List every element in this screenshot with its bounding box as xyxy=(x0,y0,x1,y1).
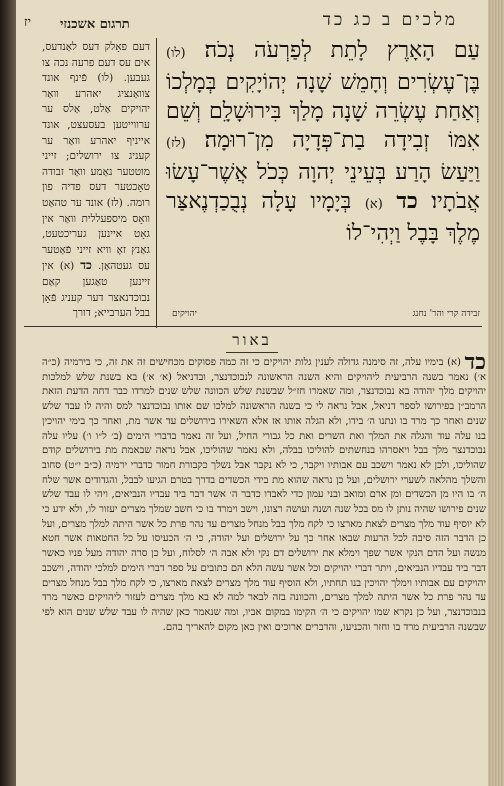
verse-37-number: (לז) xyxy=(166,136,186,151)
commentary-dropcap: כד xyxy=(464,349,486,375)
masorah-note-name: יהויקים xyxy=(172,309,197,319)
section-divider xyxy=(24,326,482,327)
chapter-24-verse-1: בְּיָמָיו עָלָה נְבֻכַדְנֶאצַּר מֶלֶךְ בָּבֶל וַיְהִי־לוֹ xyxy=(166,189,480,246)
commentary-body: (א) בימיו עלה, זה סימנה גדולה לענין גלות יהויקים כי זה כמה פסוקים מכחישים זה את זה, כי בירמיה (כ״ה א׳) נאמר בשנה הרביעית ליהויקים והיא השנה הראשונה לנבוכדנצר, ובדניאל (א׳ א׳) בא בשנת שלש למלכות יהויקים מלך יהודה בא נבוכדנצר, ומה שאמרו חז״ל שבשנת שלש הכוונה שלש שנים למרדו כבר דחה הדעת הזאת הרמב״ן בפירושו לספר דניאל, אבל נראה לי כי בשנה הראשונה למלכו שם אותו נבוכדנצר למס והיה לו עבד שלש שנים ואחר כך מרד בו ונתנו ה׳ בידו, ולא הגלה אותו אז אלא השאירו בירושלים עד אשר מת, ואחר כך בימי יהויכין בנו עלה עוד והגלה את המלך ואת השרים ואת כל גבורי החיל, ועל זה נאמר בדברי הימים (ב׳ ל״ו ו׳) עליו עלה נבוכדנצר מלך בבל ויאסרהו בנחשתים להוליכו בבלה, ולא נאמר שהוליכו, אבל נראה שבאמת מת בירושלים קודם שהוליכו, ולכן לא נאמר וישכב עם אבותיו ויקבר, כי לא נקבר אבל נשלך כקבורת חמור כדברי ירמיה (כ״ב י״ט) סחוב והשלך מהלאה לשערי ירושלים, ועל כן נראה שהוא מת בידי הכשדים בדרך בטרם הגיעו לבבל, והגדודים אשר שלח ה׳ בו היו מן הכשדים ומן ארם ומואב ובני עמון כדי לאבדו כדבר ה׳ אשר דבר ביד עבדיו הנביאים, ויהי לו עבד שלש שנים פירושו שהיה נותן לו מס בכל שנה ושנה ועושה רצונו, וישב וימרד בו כי חשב שמלך מצרים יעזור לו, ולא ידע כי לא יוסיף עוד מלך מצרים לצאת מארצו כי לקח מלך בבל מנחל מצרים עד נהר פרת כל אשר היתה למלך מצרים, ועל כן הדבר הזה סיבה לכל הרעות שבאו אחר כך על ירושלים ועל יהודה, כי ה׳ הכעיסו על כל החטאות אשר חטא מנשה ועל הדם הנקי אשר שפך וימלא את ירושלים דם נקי ולא אבה ה׳ לסלוח, ועל כן סרה יהודה מעל פניו כאשר דבר ביד עבדיו הנביאים, ויתר דברי יהויקים וכל אשר עשה הלא הם כתובים על ספר דברי הימים למלכי יהודה, וישכב יהויקים עם אבותיו וימלך יהויכין בנו תחתיו, ולא הוסיף עוד מלך מצרים לצאת מארצו, כי לקח מלך בבל מנחל מצרים עד נהר פרת כל אשר היתה למלך מצרים, והכוונה בזה לבאר למה לא בא מלך מצרים לעזור ליהויקים כאשר מרד בנבוכדנצר, ועל כן נקרא שמו יהויקים כי ה׳ הקימו במקום אביו, ומה שנאמר כאן שהיה לו עבד שלש שנים הוא לפי שבשנה הרביעית מרד בו וחזר והכניעו, והדברים ארוכים ואין כאן מקום להאריך בהם. xyxy=(42,357,486,633)
commentary-heading: באור xyxy=(16,331,488,353)
folio-number: יז xyxy=(24,15,32,30)
targum-title: תרגום אשכנזי xyxy=(60,17,130,32)
page-edges xyxy=(488,0,504,786)
masorah-note-keri: זבידה קרי והר' נחנג xyxy=(412,309,480,319)
targum-text: דעם פאָלק דעס לאַנדעס, אים עס דעם פרעה נכה צו געבען. (לו) פֿינף אונד צוואַנציג יאהרע וואַר יהויקים אַלט, אַלס ער ערווייטען בעסעצט, אונד אייניף יאהרע וואַר ער קעניג צו ירושלים; זייני מוטטער נאַמע וואַר זבודה טאָכטער דעס פדיה פון רומה. (לז) אונד ער טהאַט וואָס מיספעללית וואַר אין גאָט איינען געריכטעט, גאַנץ זאָ וויא זייני פֿאַטער עס געטהאַן. xyxy=(42,41,150,273)
main-hebrew-text xyxy=(166,36,480,296)
chapter-24-verse-1-number: (א) xyxy=(364,197,383,212)
targum-column xyxy=(42,40,150,318)
targum-chapter-label: כד xyxy=(80,258,92,273)
book-spine xyxy=(0,0,16,786)
book-chapter-title: מלכים ב כג כד xyxy=(322,10,458,30)
verse-36-number: (לו) xyxy=(166,46,186,61)
masorah-notes xyxy=(166,306,480,324)
verse-37: וַיַּעַשׂ הָרַע בְּעֵינֵי יְהוָה כְּכֹל אֲשֶׁר־עָשׂוּ אֲבֹתָיו׃ xyxy=(166,160,481,214)
book-page xyxy=(16,0,488,786)
chapter-24-label: כד xyxy=(396,188,418,214)
running-head xyxy=(16,4,488,34)
column-divider xyxy=(156,38,157,328)
commentary-text xyxy=(42,349,486,780)
verse-35-end: עַם הָאָרֶץ לָתֵת לְפַרְעֹה נְכֹה׃ xyxy=(204,38,480,63)
verse-36: בֶּן־עֶשְׂרִים וְחָמֵשׁ שָׁנָה יְהוֹיָקִים בְּמָלְכוֹ וְאַחַת עֶשְׂרֵה שָׁנָה מָלַךְ בִּירוּשָׁלִָם וְשֵׁם אִמּוֹ זְבִידָה בַת־פְּדָיָה מִן־רוּמָה׃ xyxy=(166,70,480,153)
targum-chapter-text: (א) אין זיינען טאַגען קאַם נבוכדנאצר דער קעניג פֿאָן בבל הערבייא; דורך xyxy=(42,260,150,320)
